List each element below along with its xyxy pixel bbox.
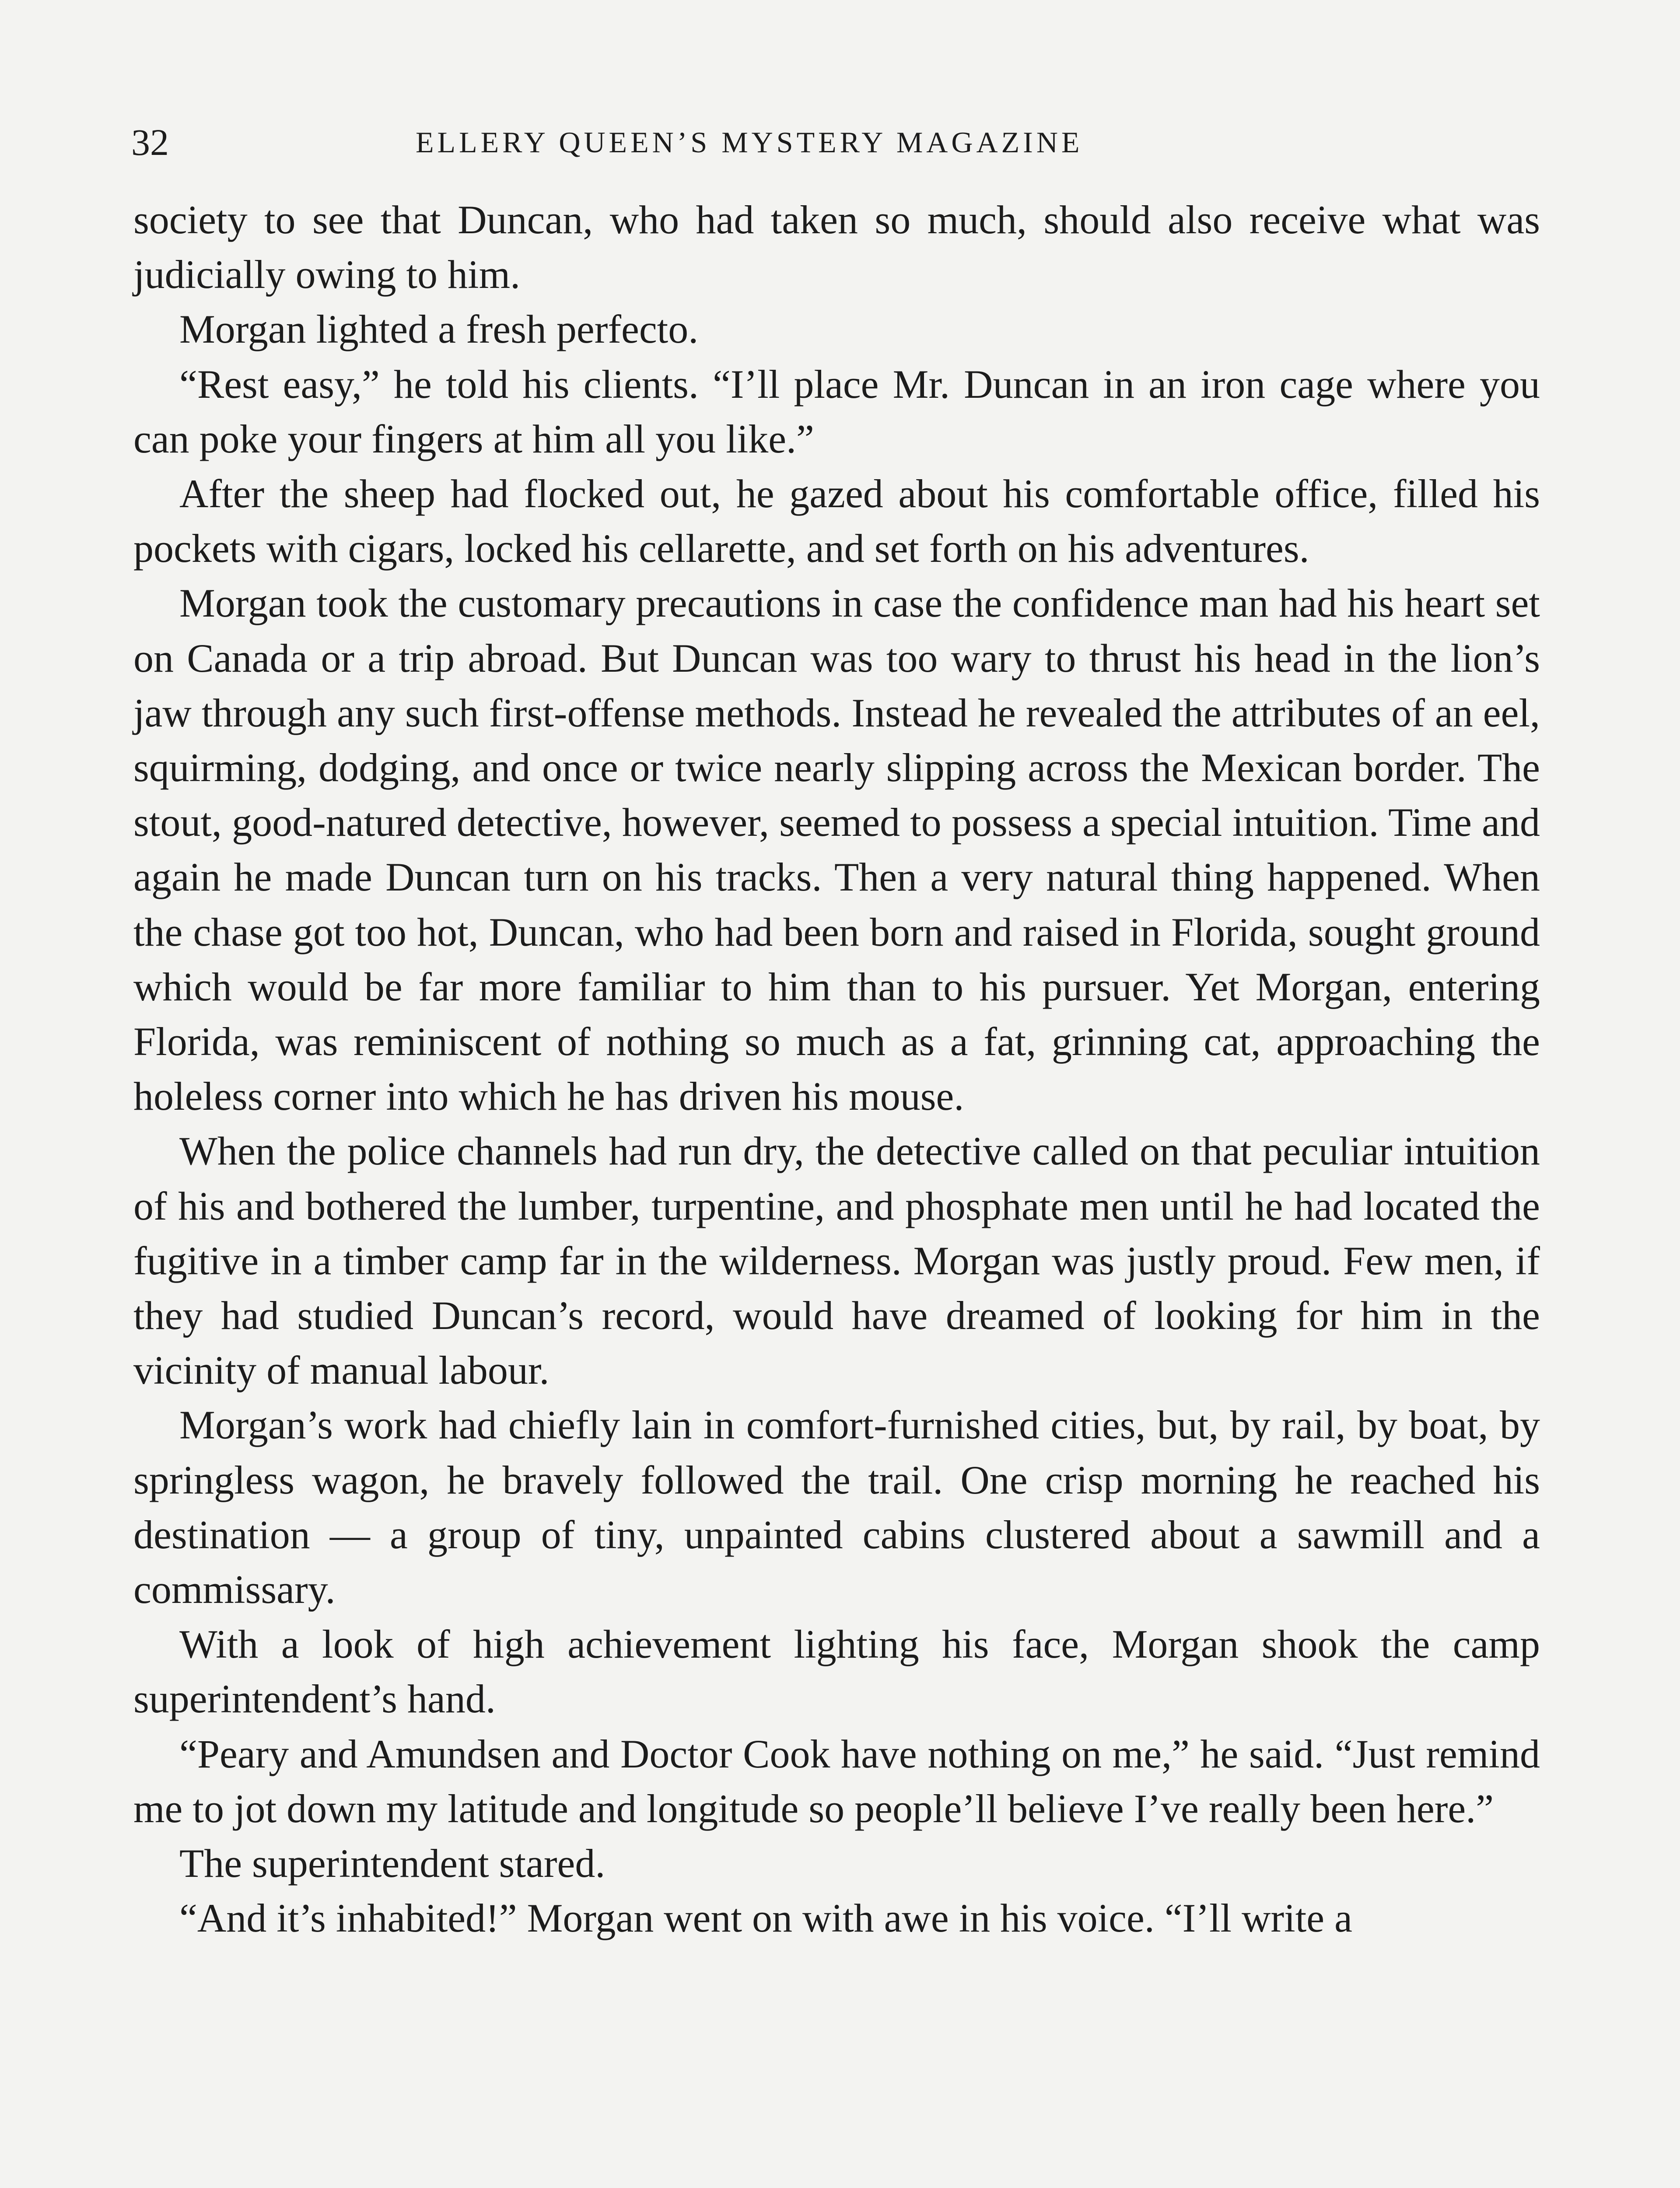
paragraph: With a look of high achievement lighting his face, Morgan shook the camp superintendent’s hand. <box>133 1622 1540 1722</box>
paragraph: The superintendent stared. <box>179 1841 606 1886</box>
paragraph: Morgan lighted a fresh perfecto. <box>179 307 699 352</box>
paragraph-continued: society to see that Duncan, who had taken so much, should also receive what was judicially owing to him. <box>133 197 1540 297</box>
page-number: 32 <box>131 121 169 163</box>
story-body <box>133 193 1540 1946</box>
paragraph: Morgan’s work had chiefly lain in comfort-furnished cities, but, by rail, by boat, by springless wagon, he bravely followed the trail. One crisp morning he reached his destination — a group of tiny, unpainted cabins clustered about a sawmill and a commissary. <box>133 1403 1540 1612</box>
paragraph: “Rest easy,” he told his clients. “I’ll place Mr. Duncan in an iron cage where you can poke your fingers at him all you like.” <box>133 361 1540 461</box>
paragraph: When the police channels had run dry, the detective called on that peculiar intuition of his and bothered the lumber, turpentine, and phosphate men until he had located the fugitive in a timber camp far in the wilderness. Morgan was justly proud. Few men, if they had studied Duncan’s record, would have dreamed of looking for him in the vicinity of manual labour. <box>133 1129 1540 1393</box>
paragraph: “Peary and Amundsen and Doctor Cook have nothing on me,” he said. “Just remind me to jot down my latitude and longitude so people’ll believe I’ve really been here.” <box>133 1731 1540 1831</box>
paragraph: “And it’s inhabited!” Morgan went on with awe in his voice. “I’ll write a <box>179 1896 1352 1941</box>
paragraph: After the sheep had flocked out, he gazed about his comfortable office, filled his pockets with cigars, locked his cellarette, and set forth on his adventures. <box>133 471 1540 571</box>
magazine-title: ELLERY QUEEN’S MYSTERY MAGAZINE <box>416 126 1083 159</box>
running-head <box>131 118 1540 166</box>
paragraph: Morgan took the customary precautions in case the confidence man had his heart set on Canada or a trip abroad. But Duncan was too wary to thrust his head in the lion’s jaw through any such first-offense methods. Instead he revealed the attributes of an eel, squirming, dodging, and once or twice nearly slipping across the Mexican border. The stout, good-natured detective, however, seemed to possess a special intuition. Time and again he made Duncan turn on his tracks. Then a very natural thing happened. When the chase got too hot, Duncan, who had been born and raised in Florida, sought ground which would be far more familiar to him than to his pursuer. Yet Morgan, entering Florida, was reminiscent of nothing so much as a fat, grinning cat, approaching the holeless corner into which he has driven his mouse. <box>133 581 1540 1119</box>
